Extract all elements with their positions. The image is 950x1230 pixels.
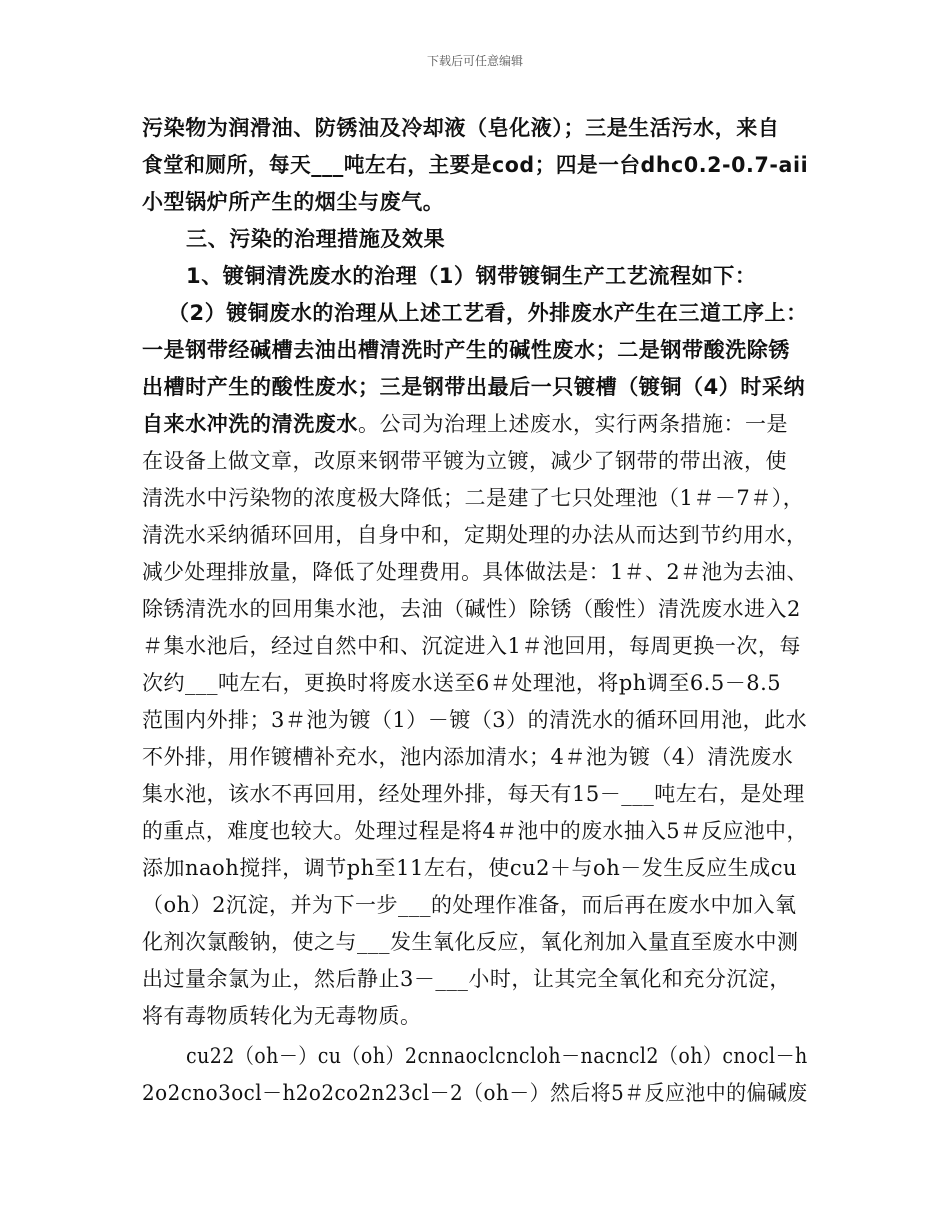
text-line-normal-part: 。公司为治理上述废水，实行两条措施：一是 [358,412,788,436]
text-line: 小型锅炉所产生的烟尘与废气。 [142,190,445,214]
text-line: 在设备上做文章，改原来钢带平镀为立镀，减少了钢带的带出液，使 [142,449,787,473]
text-line: 2o2cno3ocl－h2o2co2n23cl－2（oh－）然后将5＃反应池中的偏碱废 [142,1081,808,1105]
text-line: 出槽时产生的酸性废水；三是钢带出最后一只镀槽（镀铜（4）时采纳 [142,375,806,399]
page-header: 下载后可任意编辑 [426,54,523,68]
text-line: 出过量余氯为止，然后静止3－___小时，让其完全氧化和充分沉淀， [142,967,791,991]
text-line: （2）镀铜废水的治理从上述工艺看，外排废水产生在三道工序上： [168,301,808,325]
section-heading: 三、污染的治理措施及效果 [186,227,446,251]
text-line: 不外排，用作镀槽补充水，池内添加清水；4＃池为镀（4）清洗废水 [142,745,794,769]
text-line-mixed [142,409,788,439]
text-line: 范围内外排；3＃池为镀（1）－镀（3）的清洗水的循环回用池，此水 [142,708,808,732]
text-line: 次约___吨左右，更换时将废水送至6＃处理池，将ph调至6.5－8.5 [142,671,782,695]
text-line: 添加naoh搅拌，调节ph至11左右，使cu2＋与oh－发生反应生成cu [142,856,798,880]
text-line: 一是钢带经碱槽去油出槽清洗时产生的碱性废水；二是钢带酸洗除锈 [142,338,790,362]
text-line: cu22（oh－）cu（oh）2cnnaoclcncloh－nacncl2（oh）cnocl－h [186,1044,808,1068]
subsection-heading: 1、镀铜清洗废水的治理（1）钢带镀铜生产工艺流程如下： [186,264,757,288]
text-line: 食堂和厕所，每天___吨左右，主要是cod；四是一台dhc0.2-0.7-aii [142,153,809,177]
text-line: 除锈清洗水的回用集水池，去油（碱性）除锈（酸性）清洗废水进入2 [142,597,801,621]
text-line: 将有毒物质转化为无毒物质。 [142,1004,422,1028]
text-line: ＃集水池后，经过自然中和、沉淀进入1＃池回用，每周更换一次，每 [142,634,801,658]
text-line: 清洗水中污染物的浓度极大降低；二是建了七只处理池（1＃－7＃）， [142,486,805,510]
text-line-bold-part: 自来水冲洗的清洗废水 [142,412,358,436]
text-line: 化剂次氯酸钠，使之与___发生氧化反应，氧化剂加入量直至废水中测 [142,930,799,954]
text-line: （oh）2沉淀，并为下一步___的处理作准备，而后再在废水中加入氧 [142,893,797,917]
text-line: 集水池，该水不再回用，经处理外排，每天有15－___吨左右，是处理 [142,782,805,806]
text-line: 的重点，难度也较大。处理过程是将4＃池中的废水抽入5＃反应池中， [142,819,808,843]
text-line: 清洗水采纳循环回用，自身中和，定期处理的办法从而达到节约用水， [142,523,808,547]
text-line: 减少处理排放量，降低了处理费用。具体做法是：1＃、2＃池为去油、 [142,560,808,584]
text-line: 污染物为润滑油、防锈油及冷却液（皂化液）；三是生活污水，来自 [142,116,780,140]
